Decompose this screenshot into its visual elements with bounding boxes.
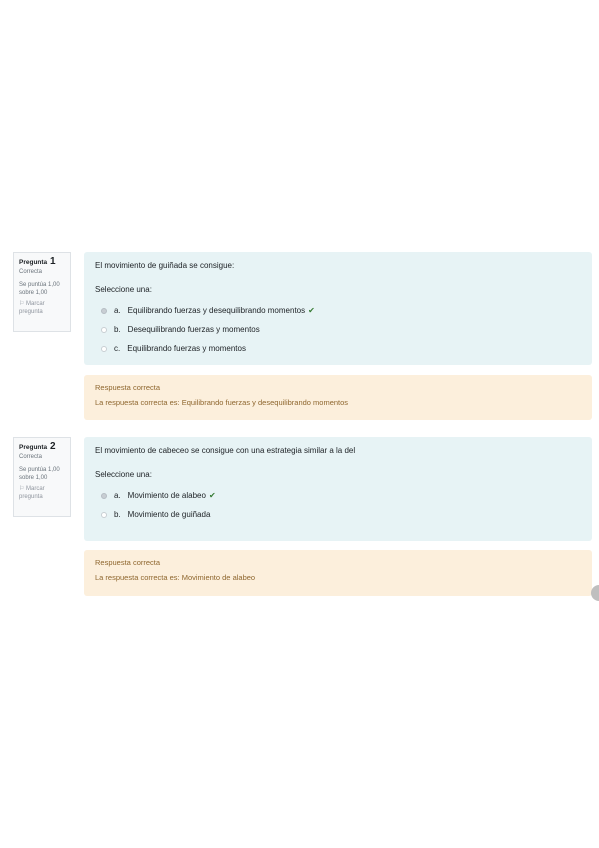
answer-prompt: Seleccione una: bbox=[95, 470, 152, 479]
feedback-title: Respuesta correcta bbox=[95, 558, 161, 567]
question-info-2 bbox=[13, 437, 71, 517]
answer-label: Movimiento de alabeo bbox=[127, 491, 206, 500]
answer-label: Desequilibrando fuerzas y momentos bbox=[127, 325, 260, 334]
question-number: Pregunta 1 bbox=[19, 256, 56, 267]
radio-button[interactable] bbox=[101, 308, 107, 314]
feedback-text: La respuesta correcta es: Movimiento de alabeo bbox=[95, 573, 256, 582]
answer-option-c[interactable]: c. Equilibrando fuerzas y momentos bbox=[95, 339, 581, 358]
answer-label: Equilibrando fuerzas y momentos bbox=[127, 344, 246, 353]
flag-question-button[interactable]: ⚐ Marcar pregunta bbox=[19, 486, 45, 500]
question-text: El movimiento de cabeceo se consigue con una estrategia similar a la del bbox=[95, 446, 356, 455]
feedback-box-2 bbox=[84, 550, 592, 596]
answer-option-b[interactable]: b. Desequilibrando fuerzas y momentos bbox=[95, 320, 581, 339]
question-state: Correcta bbox=[19, 454, 43, 460]
feedback-text: La respuesta correcta es: Equilibrando fuerzas y desequilibrando momentos bbox=[95, 398, 349, 407]
feedback-box-1 bbox=[84, 375, 592, 420]
radio-button[interactable] bbox=[101, 327, 107, 333]
answer-option-a[interactable]: a. Movimiento de alabeo ✔ bbox=[95, 486, 581, 505]
question-grade: Se puntúa 1,00 sobre 1,00 bbox=[19, 467, 60, 481]
radio-button[interactable] bbox=[101, 512, 107, 518]
question-text: El movimiento de guiñada se consigue: bbox=[95, 261, 235, 270]
check-icon: ✔ bbox=[308, 306, 315, 315]
question-grade: Se puntúa 1,00 sobre 1,00 bbox=[19, 282, 60, 296]
question-formulation-1 bbox=[84, 252, 592, 365]
radio-button[interactable] bbox=[101, 493, 107, 499]
flag-icon: ⚐ bbox=[19, 486, 25, 492]
feedback-title: Respuesta correcta bbox=[95, 383, 161, 392]
question-formulation-2 bbox=[84, 437, 592, 541]
question-info-1 bbox=[13, 252, 71, 332]
answer-prompt: Seleccione una: bbox=[95, 285, 152, 294]
question-number: Pregunta 2 bbox=[19, 441, 56, 452]
answer-option-a[interactable]: a. Equilibrando fuerzas y desequilibrando momentos ✔ bbox=[95, 301, 581, 320]
scroll-indicator[interactable] bbox=[591, 585, 599, 601]
answer-label: Equilibrando fuerzas y desequilibrando momentos bbox=[127, 306, 306, 315]
flag-question-button[interactable]: ⚐ Marcar pregunta bbox=[19, 301, 45, 315]
question-state: Correcta bbox=[19, 269, 43, 275]
flag-icon: ⚐ bbox=[19, 301, 25, 307]
answer-label: Movimiento de guiñada bbox=[127, 510, 211, 519]
answer-option-b[interactable]: b. Movimiento de guiñada bbox=[95, 505, 581, 524]
check-icon: ✔ bbox=[208, 491, 216, 500]
radio-button[interactable] bbox=[101, 346, 107, 352]
